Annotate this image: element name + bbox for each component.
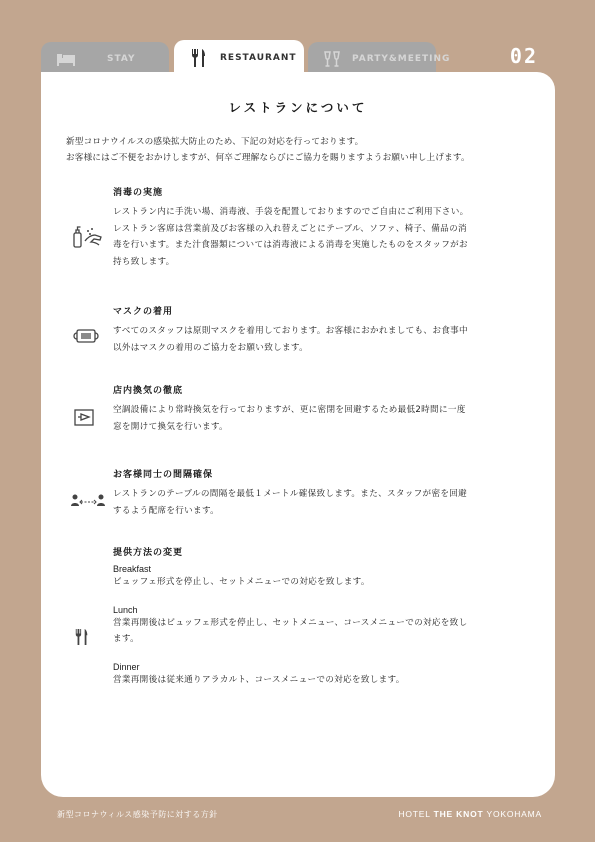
section-heading: 消毒の実施 [113,188,164,198]
sanitizer-icon [71,220,105,254]
champagne-icon [322,49,342,69]
body-line: 営業再開後はビュッフェ形式を停止し、セットメニュー、コースメニューでの対応を致し [113,617,468,628]
section-disinfection [113,185,523,270]
tab-restaurant-label: RESTAURANT [220,53,297,63]
body-line: 持ち致します。 [113,256,175,267]
hotel-name-prefix: HOTEL [398,809,434,819]
tab-restaurant[interactable] [174,40,304,76]
body-line: 以外はマスクの着用のご協力をお願い致します。 [113,342,308,353]
tab-bar [41,42,451,76]
intro-line: 新型コロナウイルスの感染拡大防止のため、下記の対応を行っております。 [66,137,364,147]
hotel-name-suffix: YOKOHAMA [483,809,542,819]
section-body [113,615,523,648]
ventilation-icon [71,406,97,430]
tab-stay[interactable] [41,42,169,76]
fork-knife-icon [71,625,93,649]
footer-policy-title: 新型コロナウィルス感染予防に対する方針 [57,810,218,819]
hotel-name-bold: THE KNOT [433,809,484,819]
distance-icon [71,490,105,510]
body-line: レストランのテーブルの間隔を最低１メートル確保致します。また、スタッフが密を回避 [113,489,468,499]
service-breakfast-name: Breakfast [113,564,152,574]
page-number: 02 [509,44,538,68]
page-title: レストランについて [228,100,368,115]
fork-knife-icon [188,48,210,68]
tab-stay-label: STAY [107,54,136,64]
mask-icon [71,324,101,348]
tab-party-meeting[interactable] [308,42,451,76]
body-line: ビュッフェ形式を停止し、セットメニューでの対応を致します。 [113,577,370,587]
section-heading: マスクの着用 [113,307,174,317]
section-body [113,574,523,591]
intro-line: お客様にはご不便をおかけしますが、何卒ご理解ならびにご協力を賜りますようお願い申し上げます。 [66,153,470,163]
section-body [113,204,523,270]
section-heading: お客様同士の間隔確保 [113,470,214,480]
section-body [113,323,523,356]
intro-text [66,134,541,166]
content-card [41,72,555,797]
body-line: するよう配席を行います。 [113,505,220,516]
section-distance [113,467,523,519]
section-body [113,486,523,519]
body-line: すべてのスタッフは原則マスクを着用しております。お客様におかれましても、お食事中 [113,326,468,336]
section-heading: 提供方法の変更 [113,548,184,558]
body-line: 窓を開けて換気を行います。 [113,421,228,432]
section-mask [113,304,523,356]
body-line: ます。 [113,634,139,644]
body-line: 空調設備により常時換気を行っておりますが、更に密閉を回避するため最低2時間に一度 [113,405,466,415]
section-ventilation [113,383,523,435]
section-service [113,545,523,688]
body-line: レストラン客席は営業前及びお客様の入れ替えごとにテーブル、ソファ、椅子、備品の消 [113,223,467,234]
footer-hotel-name [398,809,542,819]
section-body [113,672,523,689]
service-lunch-name: Lunch [113,604,138,615]
section-body [113,402,523,435]
body-line: 毒を行います。また汁食器類については消毒液による消毒を実施したものをスタッフがお [113,240,468,250]
body-line: レストラン内に手洗い場、消毒液、手袋を配置しておりますのでご自由にご利用下さい。 [113,207,469,217]
bed-icon [55,49,77,69]
service-dinner-name: Dinner [113,661,140,672]
body-line: 営業再開後は従来通りアラカルト、コースメニューでの対応を致します。 [113,674,405,685]
section-heading: 店内換気の徹底 [113,386,184,396]
tab-party-label: PARTY&MEETING [352,54,451,64]
